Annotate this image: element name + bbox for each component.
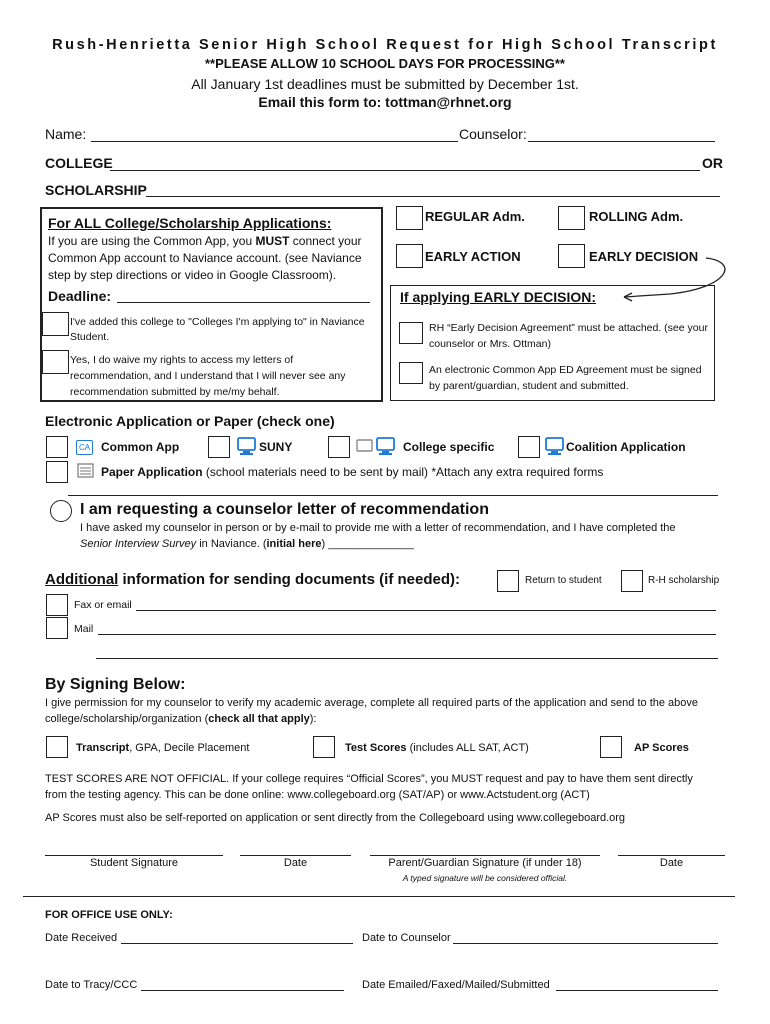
coalition-checkbox[interactable] bbox=[518, 436, 540, 458]
student-signature-field[interactable] bbox=[45, 855, 223, 856]
office-divider bbox=[23, 896, 735, 897]
date-received-field[interactable] bbox=[121, 943, 353, 944]
mail-field-line2[interactable] bbox=[96, 658, 718, 659]
paper-application-checkbox[interactable] bbox=[46, 461, 68, 483]
name-label: Name: bbox=[45, 126, 87, 142]
early-action-checkbox[interactable] bbox=[396, 244, 423, 268]
ed-common-app-checkbox[interactable] bbox=[399, 362, 423, 384]
recommendation-initial-line: Senior Interview Survey in Naviance. (initial here) ______________ bbox=[80, 538, 414, 550]
official-scores-note: TEST SCORES ARE NOT OFFICIAL. If your college requires “Official Scores”, you MUST request and pay to have them sent directly bbox=[45, 773, 693, 785]
paper-application-label: Paper Application (school materials need to be sent by mail) *Attach any extra required forms bbox=[101, 465, 604, 479]
ed-agreement-label: RH “Early Decision Agreement” must be attached. (see your counselor or Mrs. Ottman) bbox=[429, 322, 708, 350]
date-to-counselor-label: Date to Counselor bbox=[362, 932, 451, 944]
test-scores-label: Test Scores (includes ALL SAT, ACT) bbox=[345, 742, 529, 754]
waive-rights-label: Yes, I do waive my rights to access my letters of recommendation, and I understand that I will never see any recommendation submitted by me/my behalf. bbox=[70, 354, 346, 398]
college-specific-checkbox[interactable] bbox=[328, 436, 350, 458]
date-to-tracy-label: Date to Tracy/CCC bbox=[45, 979, 138, 991]
return-to-student-checkbox[interactable] bbox=[497, 570, 519, 592]
rolling-adm-checkbox[interactable] bbox=[558, 206, 585, 230]
early-decision-checkbox[interactable] bbox=[558, 244, 585, 268]
parent-date-label: Date bbox=[659, 857, 684, 869]
scholarship-label: SCHOLARSHIP bbox=[45, 182, 147, 198]
official-scores-note-2: from the testing agency. This can be done online: www.collegeboard.org (SAT/AP) or www.Actstudent.org (ACT) bbox=[45, 789, 590, 801]
common-app-label: Common App bbox=[101, 440, 180, 454]
page-title: Rush-Henrietta Senior High School Request for High School Transcript bbox=[52, 37, 718, 53]
regular-adm-label: REGULAR Adm. bbox=[425, 209, 525, 224]
regular-adm-checkbox[interactable] bbox=[396, 206, 423, 230]
mail-field[interactable] bbox=[98, 634, 716, 635]
rh-scholarship-checkbox[interactable] bbox=[621, 570, 643, 592]
email-line: Email this form to: tottman@rhnet.org bbox=[258, 94, 512, 110]
computer-icon bbox=[236, 437, 258, 457]
signing-heading: By Signing Below: bbox=[45, 676, 186, 693]
return-to-student-label: Return to student bbox=[525, 575, 602, 586]
office-use-heading: FOR OFFICE USE ONLY: bbox=[45, 909, 173, 921]
fax-email-label: Fax or email bbox=[74, 599, 132, 611]
computer-icon bbox=[544, 437, 566, 457]
added-college-checkbox[interactable] bbox=[42, 312, 69, 336]
signing-text: I give permission for my counselor to verify my academic average, complete all required parts of the application and send to the above bbox=[45, 697, 699, 709]
application-type-heading: Electronic Application or Paper (check one) bbox=[45, 413, 335, 429]
common-app-icon: CA bbox=[76, 440, 93, 455]
coalition-label: Coalition Application bbox=[566, 440, 686, 454]
ap-scores-note: AP Scores must also be self-reported on application or sent directly from the Collegeboard using www.collegeboard.org bbox=[45, 812, 626, 824]
deadline-label: Deadline: bbox=[48, 288, 112, 304]
scholarship-field[interactable] bbox=[146, 196, 720, 197]
section-divider bbox=[68, 495, 718, 496]
fax-email-field[interactable] bbox=[136, 610, 716, 611]
parent-date-field[interactable] bbox=[618, 855, 725, 856]
rolling-adm-label: ROLLING Adm. bbox=[589, 209, 684, 224]
ap-scores-label: AP Scores bbox=[634, 742, 689, 754]
early-action-label: EARLY ACTION bbox=[425, 249, 521, 264]
mail-label: Mail bbox=[74, 623, 94, 635]
common-app-checkbox[interactable] bbox=[46, 436, 68, 458]
additional-info-heading: Additional information for sending documents (if needed): bbox=[45, 571, 460, 588]
processing-notice: **PLEASE ALLOW 10 SCHOOL DAYS FOR PROCESSING** bbox=[205, 56, 565, 71]
paper-icon bbox=[76, 462, 96, 480]
suny-checkbox[interactable] bbox=[208, 436, 230, 458]
counselor-label: Counselor: bbox=[459, 126, 527, 142]
parent-signature-field[interactable] bbox=[370, 855, 600, 856]
ed-common-app-label: An electronic Common App ED Agreement must be signed by parent/guardian, student and submitted. bbox=[429, 364, 702, 392]
ed-heading: If applying EARLY DECISION: bbox=[400, 289, 597, 305]
added-college-label: I've added this college to "Colleges I'm applying to" in Naviance Student. bbox=[70, 316, 365, 343]
deadline-field[interactable] bbox=[117, 302, 370, 303]
counselor-field[interactable] bbox=[528, 141, 715, 142]
or-label: OR bbox=[702, 155, 723, 171]
transcript-checkbox[interactable] bbox=[46, 736, 68, 758]
college-label: COLLEGE bbox=[45, 155, 113, 171]
typed-signature-note: A typed signature will be considered official. bbox=[402, 873, 568, 883]
date-to-counselor-field[interactable] bbox=[453, 943, 718, 944]
date-emailed-label: Date Emailed/Faxed/Mailed/Submitted bbox=[362, 979, 550, 991]
date-received-label: Date Received bbox=[45, 932, 118, 944]
early-decision-label: EARLY DECISION bbox=[589, 249, 699, 264]
date-emailed-field[interactable] bbox=[556, 990, 718, 991]
transcript-label: Transcript, GPA, Decile Placement bbox=[76, 742, 250, 754]
student-signature-label: Student Signature bbox=[89, 857, 179, 869]
date-to-tracy-field[interactable] bbox=[141, 990, 344, 991]
fax-email-checkbox[interactable] bbox=[46, 594, 68, 616]
parent-signature-label: Parent/Guardian Signature (if under 18) bbox=[388, 857, 582, 869]
name-field[interactable] bbox=[91, 141, 458, 142]
college-specific-label: College specific bbox=[403, 440, 495, 454]
signing-text-2: college/scholarship/organization (check all that apply): bbox=[45, 713, 317, 725]
all-apps-heading: For ALL College/Scholarship Applications: bbox=[48, 215, 332, 231]
rh-scholarship-label: R-H scholarship bbox=[648, 575, 720, 586]
suny-label: SUNY bbox=[259, 440, 293, 454]
student-date-label: Date bbox=[283, 857, 308, 869]
recommendation-heading: I am requesting a counselor letter of recommendation bbox=[80, 501, 489, 518]
ed-agreement-checkbox[interactable] bbox=[399, 322, 423, 344]
college-field[interactable] bbox=[110, 170, 700, 171]
recommendation-radio[interactable] bbox=[50, 500, 72, 522]
recommendation-text: I have asked my counselor in person or by e-mail to provide me with a letter of recommendation, and I have completed the bbox=[80, 522, 676, 534]
deadline-note: All January 1st deadlines must be submitted by December 1st. bbox=[191, 76, 579, 92]
student-date-field[interactable] bbox=[240, 855, 351, 856]
waive-rights-checkbox[interactable] bbox=[42, 350, 69, 374]
mail-checkbox[interactable] bbox=[46, 617, 68, 639]
common-app-instructions: If you are using the Common App, you MUST connect your Common App account to Naviance account. (see Naviance step by step directions or video in Google Classroom). bbox=[48, 234, 362, 282]
ap-scores-checkbox[interactable] bbox=[600, 736, 622, 758]
computers-icon bbox=[355, 437, 399, 457]
test-scores-checkbox[interactable] bbox=[313, 736, 335, 758]
